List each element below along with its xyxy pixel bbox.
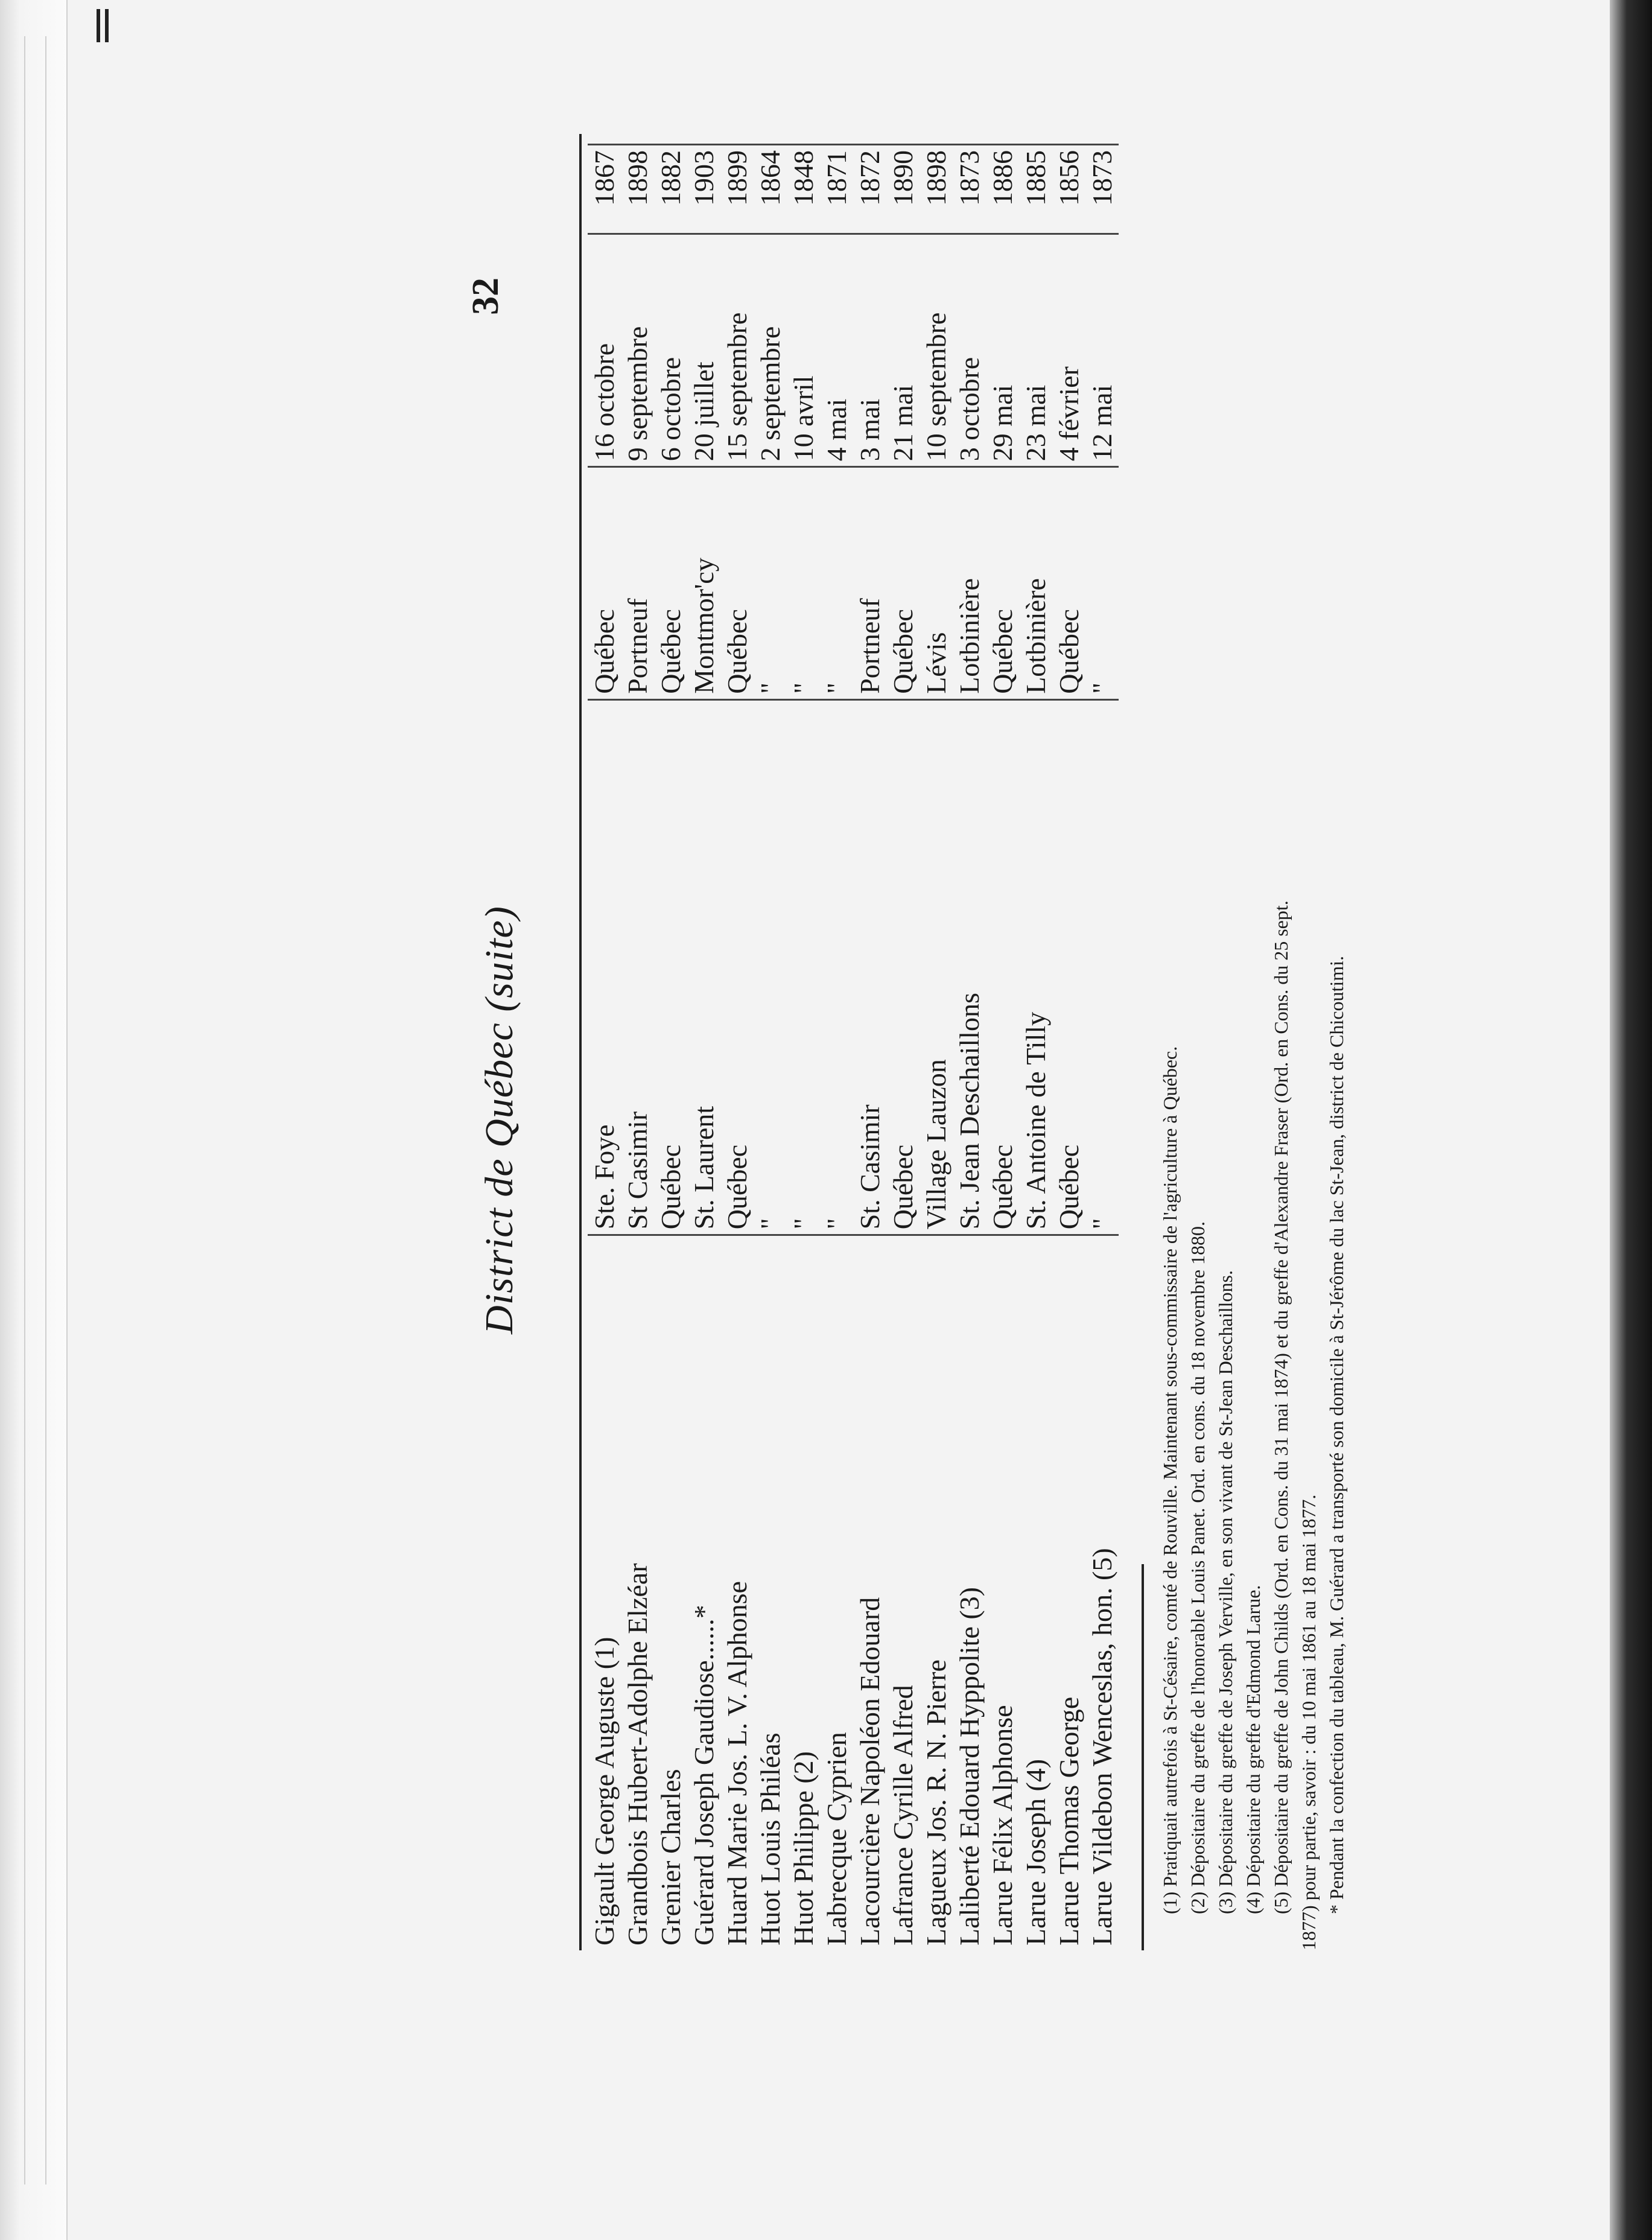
footnote-5-continued: 1877) pour partie, savoir : du 10 mai 1861 au 18 mai 1877. bbox=[1298, 1494, 1320, 1950]
footnote-5: (5) Dépositaire du greffe de John Childs (Ord. en Cons. du 31 mai 1874) et du greffe d'Alexandre Fraser (Ord. en Cons. du 25 sept. bbox=[1270, 900, 1292, 1914]
county: Portneuf bbox=[621, 467, 654, 700]
residence-place: Québec bbox=[654, 699, 687, 1235]
residence-place: St. Casimir bbox=[853, 699, 886, 1235]
notary-name: Larue Félix Alphonse bbox=[987, 1705, 1018, 1946]
commission-date: 12 mai bbox=[1085, 234, 1119, 467]
table-row bbox=[1085, 134, 1119, 1950]
commission-date: 16 octobre bbox=[588, 234, 621, 467]
table-row bbox=[820, 134, 853, 1950]
commission-date: 20 juillet bbox=[687, 234, 720, 467]
blank-column bbox=[754, 134, 787, 145]
blank-column bbox=[1019, 134, 1052, 145]
notary-name: Huot Louis Philéas bbox=[755, 1732, 786, 1946]
notary-name: Huot Philippe (2) bbox=[788, 1751, 819, 1946]
residence-place: St Casimir bbox=[621, 699, 654, 1235]
table-row bbox=[754, 134, 787, 1950]
county: " bbox=[1085, 467, 1119, 700]
county: " bbox=[754, 467, 787, 700]
blank-column bbox=[720, 134, 754, 145]
blank-column bbox=[820, 134, 853, 145]
residence-place: " bbox=[1085, 699, 1119, 1235]
residence-place: Ste. Foye bbox=[588, 699, 621, 1235]
notary-name: Larue Joseph (4) bbox=[1020, 1758, 1051, 1946]
commission-year: 1898 bbox=[621, 145, 654, 234]
notary-table-wrap bbox=[579, 134, 1350, 1950]
commission-date: 3 octobre bbox=[953, 234, 986, 467]
notary-name: Grandbois Hubert-Adolphe Elzéar bbox=[622, 1563, 653, 1946]
notary-name: Lacourcière Napoléon Edouard bbox=[854, 1597, 885, 1946]
county: Lotbinière bbox=[1019, 467, 1052, 700]
table-row bbox=[621, 134, 654, 1950]
commission-date: 10 septembre bbox=[920, 234, 953, 467]
residence-place: St. Jean Deschaillons bbox=[953, 699, 986, 1235]
table-row bbox=[886, 134, 920, 1950]
commission-date: 3 mai bbox=[853, 234, 886, 467]
county: Montmor'cy bbox=[687, 467, 720, 700]
table-top-rule bbox=[579, 134, 582, 1950]
commission-year: 1848 bbox=[787, 145, 820, 234]
commission-year: 1890 bbox=[886, 145, 920, 234]
county: Québec bbox=[986, 467, 1019, 700]
residence-place: Québec bbox=[886, 699, 920, 1235]
county: Québec bbox=[588, 467, 621, 700]
county: Québec bbox=[654, 467, 687, 700]
county: Lotbinière bbox=[953, 467, 986, 700]
commission-year: 1898 bbox=[920, 145, 953, 234]
county: " bbox=[787, 467, 820, 700]
residence-place: Village Lauzon bbox=[920, 699, 953, 1235]
notary-table bbox=[588, 134, 1119, 1950]
commission-year: 1886 bbox=[986, 145, 1019, 234]
commission-year: 1856 bbox=[1052, 145, 1085, 234]
page-number: 32 bbox=[465, 278, 506, 315]
commission-year: 1871 bbox=[820, 145, 853, 234]
residence-place: " bbox=[787, 699, 820, 1235]
footnote-3: (3) Dépositaire du greffe de Joseph Verville, en son vivant de St-Jean Deschaillons. bbox=[1215, 1270, 1236, 1914]
notary-name: Grenier Charles bbox=[655, 1769, 686, 1946]
commission-year: 1903 bbox=[687, 145, 720, 234]
residence-place: St. Antoine de Tilly bbox=[1019, 699, 1052, 1235]
table-row bbox=[787, 134, 820, 1950]
commission-date: 6 octobre bbox=[654, 234, 687, 467]
blank-column bbox=[886, 134, 920, 145]
blank-column bbox=[920, 134, 953, 145]
table-row bbox=[687, 134, 720, 1950]
notary-name: Larue Thomas George bbox=[1053, 1696, 1084, 1946]
notary-name: Laguеux Jos. R. N. Pierre bbox=[921, 1659, 951, 1946]
table-row bbox=[720, 134, 754, 1950]
county: Portneuf bbox=[853, 467, 886, 700]
table-row bbox=[1019, 134, 1052, 1950]
notary-name: Lafrance Cyrille Alfred bbox=[888, 1685, 918, 1946]
footnote-4: (4) Dépositaire du greffe d'Edmond Larue. bbox=[1242, 1585, 1264, 1914]
commission-date: 21 mai bbox=[886, 234, 920, 467]
footnote-1: (1) Pratiquait autrefois à St-Césaire, comté de Rouville. Maintenant sous-commissaire de l'agriculture à Québec. bbox=[1159, 1046, 1181, 1914]
residence-place: Québec bbox=[720, 699, 754, 1235]
commission-year: 1872 bbox=[853, 145, 886, 234]
commission-year: 1864 bbox=[754, 145, 787, 234]
table-row bbox=[654, 134, 687, 1950]
commission-date: 2 septembre bbox=[754, 234, 787, 467]
commission-year: 1873 bbox=[953, 145, 986, 234]
commission-year: 1873 bbox=[1085, 145, 1119, 234]
county: Québec bbox=[1052, 467, 1085, 700]
blank-column bbox=[787, 134, 820, 145]
notary-name: Huard Marie Jos. L. V. Alphonse bbox=[722, 1581, 752, 1946]
notary-name: Laliberté Edouard Hyppolite (3) bbox=[954, 1587, 985, 1946]
page-title: District de Québec (suite) bbox=[477, 906, 521, 1334]
footnotes bbox=[1156, 134, 1350, 1950]
residence-place: Québec bbox=[986, 699, 1019, 1235]
blank-column bbox=[1052, 134, 1085, 145]
table-row bbox=[853, 134, 886, 1950]
blank-column bbox=[953, 134, 986, 145]
commission-date: 29 mai bbox=[986, 234, 1019, 467]
footnote-star: * Pendant la confection du tableau, M. Guérard a transporté son domicile à St-Jérôme du lac St-Jean, district de Chicoutimi. bbox=[1326, 955, 1347, 1914]
county: Québec bbox=[720, 467, 754, 700]
commission-date: 4 mai bbox=[820, 234, 853, 467]
table-row bbox=[953, 134, 986, 1950]
table-row bbox=[920, 134, 953, 1950]
commission-date: 15 septembre bbox=[720, 234, 754, 467]
notary-name: Gigault George Auguste (1) bbox=[589, 1637, 620, 1946]
commission-date: 9 septembre bbox=[621, 234, 654, 467]
commission-year: 1867 bbox=[588, 145, 621, 234]
notary-name: Larue Vildebon Wenceslas, hon. (5) bbox=[1087, 1548, 1117, 1946]
commission-year: 1885 bbox=[1019, 145, 1052, 234]
blank-column bbox=[1085, 134, 1119, 145]
blank-column bbox=[986, 134, 1019, 145]
county: " bbox=[820, 467, 853, 700]
footnote-2: (2) Dépositaire du greffe de l'honorable Louis Panet. Ord. en cons. du 18 novembre 1880. bbox=[1187, 1221, 1209, 1914]
footnote-rule bbox=[1142, 1564, 1144, 1950]
blank-column bbox=[621, 134, 654, 145]
residence-place: " bbox=[754, 699, 787, 1235]
notary-name: Labrecque Cyprien bbox=[821, 1732, 852, 1946]
notary-name: Guérard Joseph Gaudiose......* bbox=[688, 1605, 719, 1946]
residence-place: " bbox=[820, 699, 853, 1235]
commission-year: 1899 bbox=[720, 145, 754, 234]
blank-column bbox=[853, 134, 886, 145]
table-row bbox=[588, 134, 621, 1950]
county: Québec bbox=[886, 467, 920, 700]
blank-column bbox=[588, 134, 621, 145]
residence-place: Québec bbox=[1052, 699, 1085, 1235]
residence-place: St. Laurent bbox=[687, 699, 720, 1235]
commission-date: 4 février bbox=[1052, 234, 1085, 467]
commission-date: 23 mai bbox=[1019, 234, 1052, 467]
blank-column bbox=[687, 134, 720, 145]
blank-column bbox=[654, 134, 687, 145]
county: Lévis bbox=[920, 467, 953, 700]
table-row bbox=[986, 134, 1019, 1950]
commission-year: 1882 bbox=[654, 145, 687, 234]
table-row bbox=[1052, 134, 1085, 1950]
commission-date: 10 avril bbox=[787, 234, 820, 467]
